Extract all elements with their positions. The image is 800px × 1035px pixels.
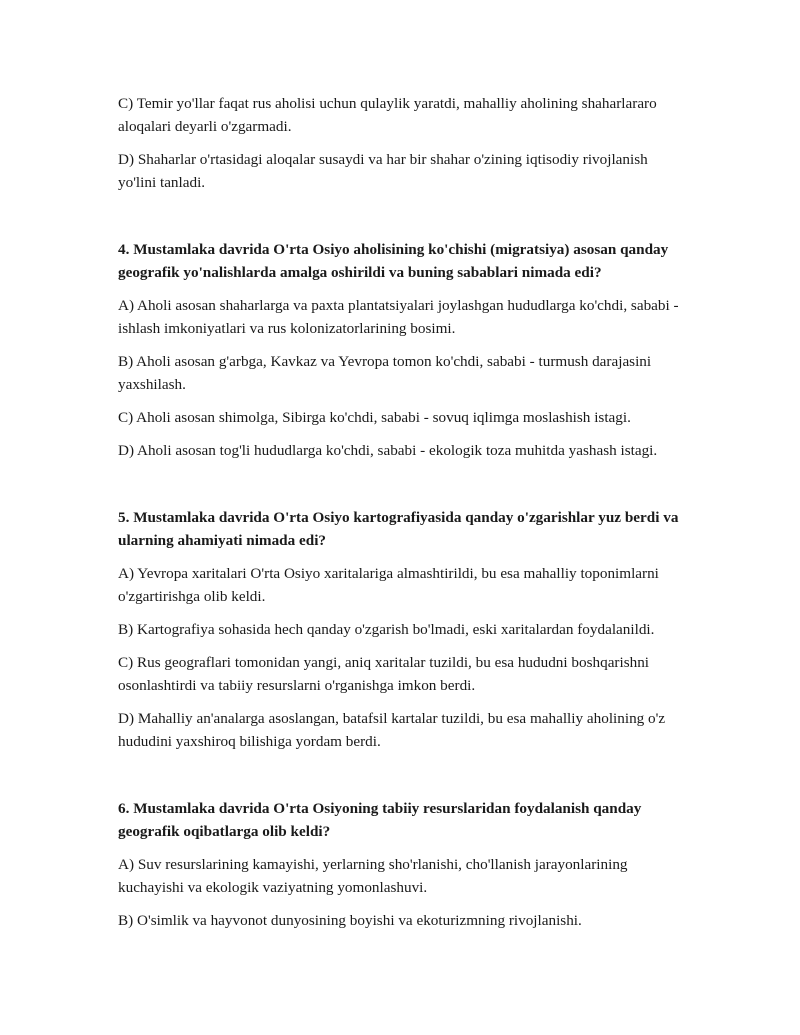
answer-option-5b: B) Kartografiya sohasida hech qanday o'zgarish bo'lmadi, eski xaritalardan foydalanildi. — [118, 621, 655, 638]
answer-option-6a: A) Suv resurslarining kamayishi, yerlarning sho'rlanishi, cho'llanish jarayonlarining kuchayishi va ekologik vaziyatning yomonlashuvi. — [118, 856, 628, 896]
document-page — [118, 92, 688, 942]
question-6: 6. Mustamlaka davrida O'rta Osiyoning tabiiy resurslaridan foydalanish qanday geografik oqibatlarga olib keldi? — [118, 800, 642, 840]
answer-option-5d: D) Mahalliy an'analarga asoslangan, batafsil kartalar tuzildi, bu esa mahalliy aholining o'z hududini yaxshiroq bilishiga yordam berdi. — [118, 710, 666, 750]
answer-option-4d: D) Aholi asosan tog'li hududlarga ko'chdi, sababi - ekologik toza muhitda yashash istagi. — [118, 442, 658, 459]
question-5: 5. Mustamlaka davrida O'rta Osiyo kartografiyasida qanday o'zgarishlar yuz berdi va ularning ahamiyati nimada edi? — [118, 509, 679, 549]
answer-option-3c: C) Temir yo'llar faqat rus aholisi uchun qulaylik yaratdi, mahalliy aholining shaharlararo aloqalari deyarli o'zgarmadi. — [118, 95, 657, 135]
answer-option-5a: A) Yevropa xaritalari O'rta Osiyo xaritalariga almashtirildi, bu esa mahalliy toponimlarni o'zgartirishga olib keldi. — [118, 565, 659, 605]
answer-option-4c: C) Aholi asosan shimolga, Sibirga ko'chdi, sababi - sovuq iqlimga moslashish istagi. — [118, 409, 631, 426]
answer-option-6b: B) O'simlik va hayvonot dunyosining boyishi va ekoturizmning rivojlanishi. — [118, 912, 582, 929]
answer-option-3d: D) Shaharlar o'rtasidagi aloqalar susaydi va har bir shahar o'zining iqtisodiy rivojlanish yo'lini tanladi. — [118, 151, 648, 191]
answer-option-5c: C) Rus geograflari tomonidan yangi, aniq xaritalar tuzildi, bu esa hududni boshqarishni osonlashtirdi va tabiiy resurslarni o'rganishga imkon berdi. — [118, 654, 650, 694]
question-4: 4. Mustamlaka davrida O'rta Osiyo aholisining ko'chishi (migratsiya) asosan qanday geografik yo'nalishlarda amalga oshirildi va buning sabablari nimada edi? — [118, 241, 669, 281]
answer-option-4b: B) Aholi asosan g'arbga, Kavkaz va Yevropa tomon ko'chdi, sababi - turmush darajasini yaxshilash. — [118, 353, 652, 393]
answer-option-4a: A) Aholi asosan shaharlarga va paxta plantatsiyalari joylashgan hududlarga ko'chdi, sababi - ishlash imkoniyatlari va rus kolonizatorlarining bosimi. — [118, 297, 679, 337]
